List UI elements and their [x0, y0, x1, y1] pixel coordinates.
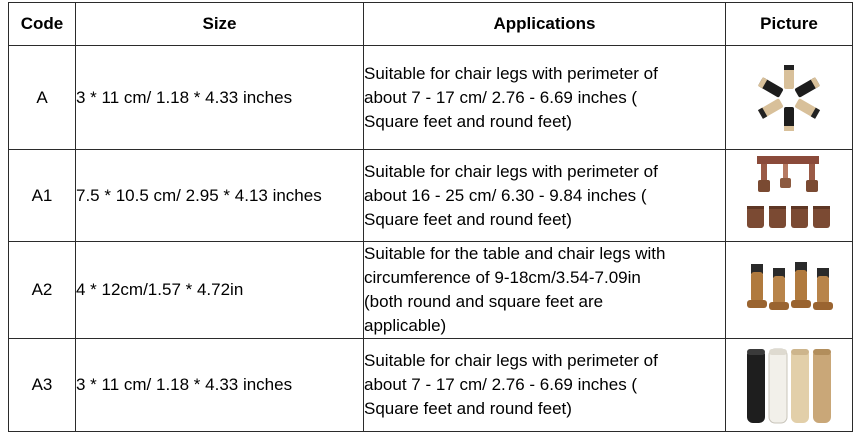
application-line: about 7 - 17 cm/ 2.76 - 6.69 inches (	[364, 375, 638, 394]
application-line: (both round and square feet are	[364, 292, 604, 311]
applications-cell	[364, 46, 726, 150]
header-applications: Applications	[364, 3, 726, 46]
code-cell: A3	[9, 339, 76, 432]
code-cell: A1	[9, 150, 76, 242]
header-size: Size	[76, 3, 364, 46]
header-picture: Picture	[726, 3, 853, 46]
table-row	[9, 150, 853, 242]
table-row	[9, 242, 853, 339]
table-row	[9, 339, 853, 432]
application-line: Square feet and round feet)	[364, 399, 572, 418]
applications-cell	[364, 339, 726, 432]
application-line: Suitable for chair legs with perimeter of	[364, 161, 658, 181]
spec-table	[8, 2, 853, 432]
application-line: circumference of 9-18cm/3.54-7.09in	[364, 268, 641, 287]
size-cell: 4 * 12cm/1.57 * 4.72in	[76, 242, 364, 339]
product-photo-a2	[743, 260, 835, 320]
application-line: Square feet and round feet)	[364, 111, 572, 131]
product-photo-a1	[743, 154, 835, 238]
size-cell: 3 * 11 cm/ 1.18 * 4.33 inches	[76, 339, 364, 432]
code-cell: A	[9, 46, 76, 150]
application-line: about 7 - 17 cm/ 2.76 - 6.69 inches (	[364, 87, 638, 107]
applications-cell	[364, 242, 726, 339]
application-line: about 16 - 25 cm/ 6.30 - 9.84 inches (	[364, 185, 647, 205]
product-photo-a	[743, 63, 835, 133]
header-row	[9, 3, 853, 46]
code-cell: A2	[9, 242, 76, 339]
picture-cell	[726, 150, 853, 242]
picture-cell	[726, 339, 853, 432]
product-photo-a3	[743, 343, 835, 427]
picture-cell	[726, 242, 853, 339]
size-cell: 3 * 11 cm/ 1.18 * 4.33 inches	[76, 46, 364, 150]
applications-cell	[364, 150, 726, 242]
table-row	[9, 46, 853, 150]
application-line: applicable)	[364, 316, 447, 335]
application-line: Suitable for chair legs with perimeter of	[364, 351, 658, 370]
application-line: Suitable for the table and chair legs with	[364, 244, 666, 263]
size-cell: 7.5 * 10.5 cm/ 2.95 * 4.13 inches	[76, 150, 364, 242]
application-line: Suitable for chair legs with perimeter of	[364, 63, 658, 83]
application-line: Square feet and round feet)	[364, 209, 572, 229]
picture-cell	[726, 46, 853, 150]
header-code: Code	[9, 3, 76, 46]
